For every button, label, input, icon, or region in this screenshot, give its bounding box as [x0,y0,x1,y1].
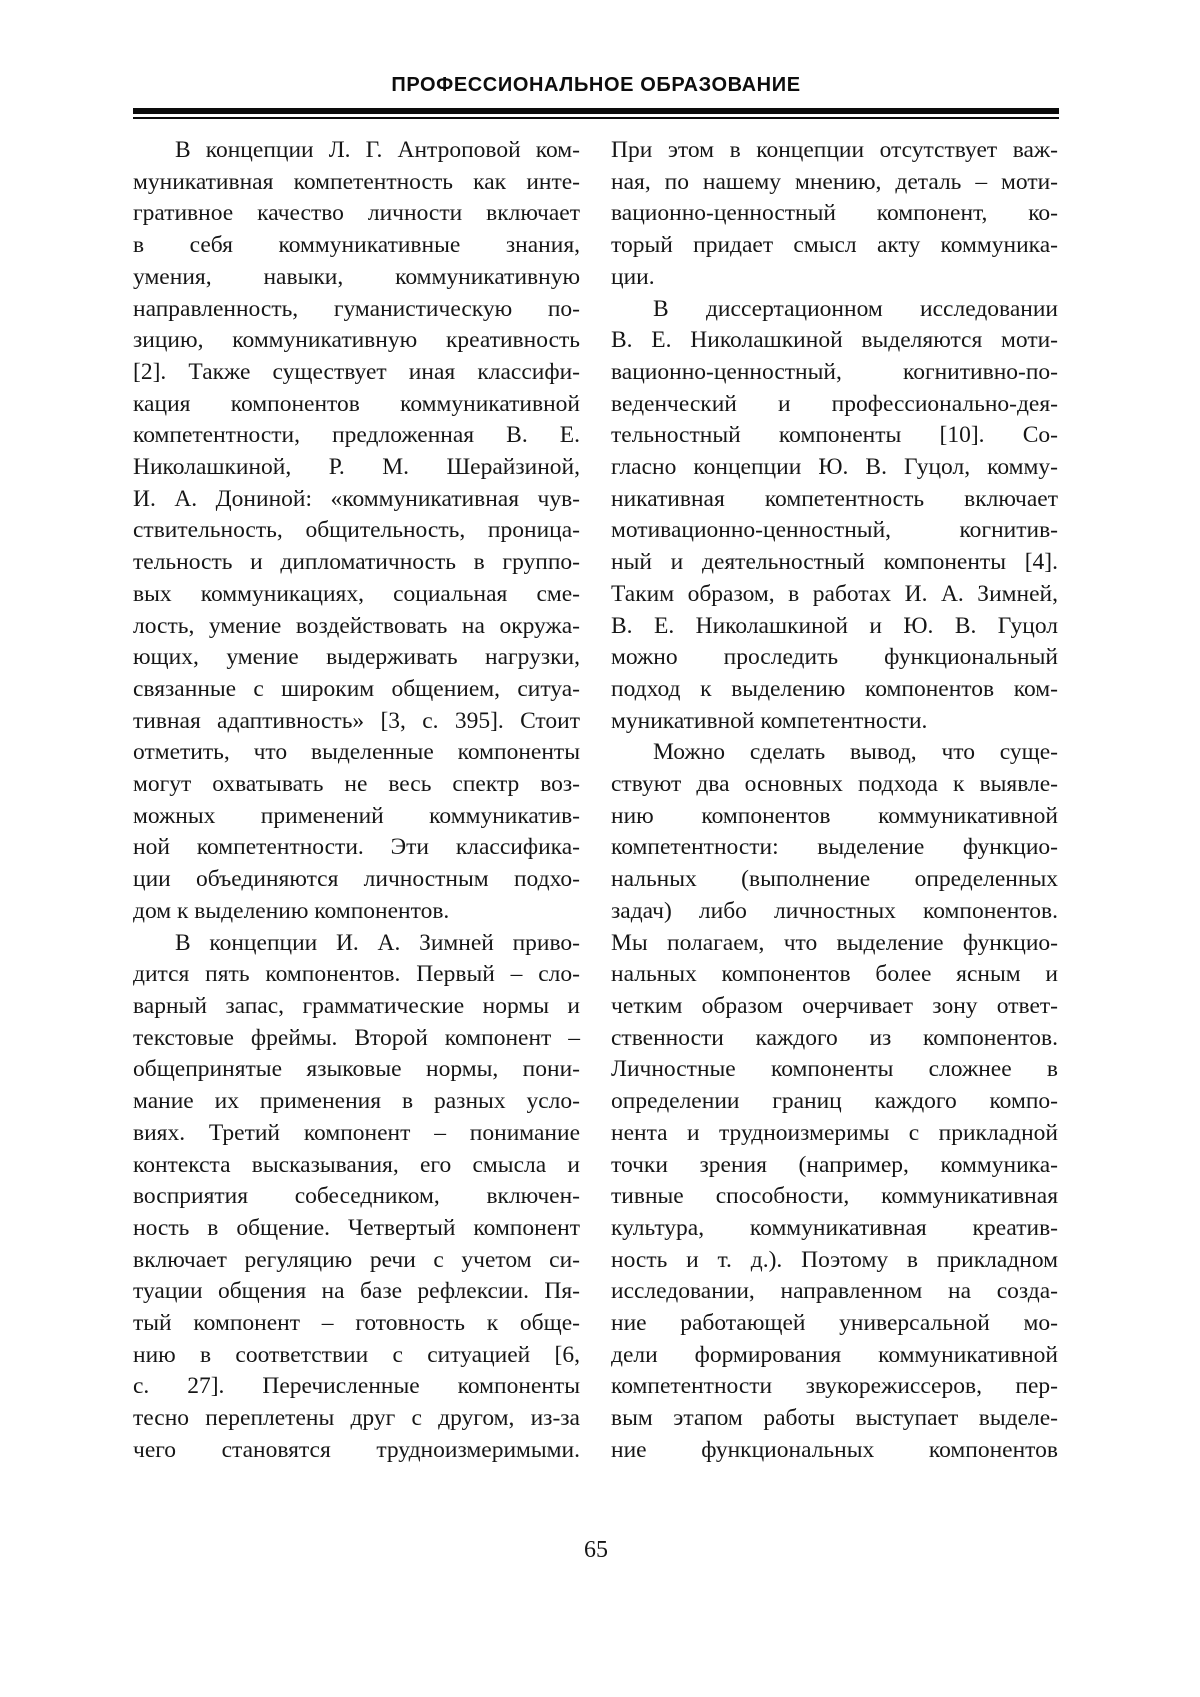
text-line: тый компонент – готовность к обще- [133,1310,580,1337]
text-line: подход к выделению компонентов ком- [611,675,1058,702]
text-line: точки зрения (например, коммуника- [611,1151,1058,1178]
text-line: ции. [611,263,655,290]
text-line: в себя коммуникативные знания, [133,232,580,259]
text-line: направленность, гуманистическую по- [133,295,580,322]
text-line: Можно сделать вывод, что суще- [653,739,1058,766]
text-line: муникативная компетентность как инте- [133,168,580,195]
text-line: нию компонентов коммуникативной [611,802,1058,829]
text-line: задач) либо личностных компонентов. [611,897,1058,924]
text-line: текстовые фреймы. Второй компонент – [133,1024,580,1051]
text-line: определении границ каждого компо- [611,1088,1058,1115]
text-line: нальных компонентов более ясным и [611,961,1058,988]
text-line: мотивационно-ценностный, когнитив- [611,517,1058,544]
text-line: мание их применения в разных усло- [133,1088,580,1115]
text-line: ной компетентности. Эти классифика- [133,834,580,861]
text-line: ствуют два основных подхода к выявле- [611,771,1058,798]
text-line: нента и трудноизмеримы с прикладной [611,1119,1058,1146]
text-line: компетентности звукорежиссеров, пер- [611,1373,1058,1400]
text-line: вым этапом работы выступает выделе- [611,1405,1058,1432]
text-line: никативная компетентность включает [611,485,1058,512]
header-rule-divider [133,108,1059,119]
text-line: отметить, что выделенные компоненты [133,739,580,766]
text-line: нальных (выполнение определенных [611,866,1058,893]
section-header: ПРОФЕССИОНАЛЬНОЕ ОБРАЗОВАНИЕ [391,74,801,96]
text-line: гративное качество личности включает [133,200,580,227]
text-columns [133,135,1059,1467]
text-line: исследовании, направленном на созда- [611,1278,1058,1305]
text-line: связанные с широким общением, ситуа- [133,675,580,702]
text-line: лость, умение воздействовать на окружа- [133,612,580,639]
text-line: гласно концепции Ю. В. Гуцол, комму- [611,454,1058,481]
text-line: ственности каждого из компонентов. [611,1024,1058,1051]
text-line: компетентности, предложенная В. Е. [133,422,580,449]
text-line: кация компонентов коммуникативной [133,390,580,417]
text-line: В концепции И. А. Зимней приво- [175,929,580,956]
text-line: виях. Третий компонент – понимание [133,1119,580,1146]
text-line: вационно-ценностный, когнитивно-по- [611,358,1058,385]
text-line: муникативной компетентности. [611,707,928,734]
text-line: контекста высказывания, его смысла и [133,1151,580,1178]
text-line: ность и т. д.). Поэтому в прикладном [611,1246,1058,1273]
text-line: тельность и дипломатичность в группо- [133,549,580,576]
text-line: торый придает смысл акту коммуника- [611,232,1058,259]
text-line: вых коммуникациях, социальная сме- [133,580,580,607]
text-line: тесно переплетены друг с другом, из-за [133,1405,580,1432]
text-line: могут охватывать не весь спектр воз- [133,771,580,798]
text-line: Таким образом, в работах И. А. Зимней, [611,580,1058,607]
column-left [133,135,580,1467]
text-line: тивные способности, коммуникативная [611,1183,1058,1210]
text-line: ная, по нашему мнению, деталь – моти- [611,168,1058,195]
text-line: умения, навыки, коммуникативную [133,263,580,290]
text-line: ность в общение. Четвертый компонент [133,1214,580,1241]
text-line: общепринятые языковые нормы, пони- [133,1056,580,1083]
page-number: 65 [584,1537,608,1563]
text-line: В. Е. Николашкиной и Ю. В. Гуцол [611,612,1058,639]
text-line: И. А. Дониной: «коммуникативная чув- [133,485,580,512]
text-line: дится пять компонентов. Первый – сло- [133,961,580,988]
text-line: ции объединяются личностным подхо- [133,866,580,893]
text-line: дели формирования коммуникативной [611,1341,1058,1368]
text-line: ние работающей универсальной мо- [611,1310,1058,1337]
text-line: нию в соответствии с ситуацией [6, [133,1341,580,1368]
text-line: тивная адаптивность» [3, с. 395]. Стоит [133,707,580,734]
text-line: четким образом очерчивает зону ответ- [611,992,1058,1019]
text-line: В. Е. Николашкиной выделяются моти- [611,327,1058,354]
text-line: ный и деятельностный компоненты [4]. [611,549,1058,576]
text-line: компетентности: выделение функцио- [611,834,1058,861]
text-line: дом к выделению компонентов. [133,897,450,924]
text-line: зицию, коммуникативную креативность [133,327,580,354]
text-line: В диссертационном исследовании [653,295,1058,322]
text-line: вационно-ценностный компонент, ко- [611,200,1058,227]
text-line: Мы полагаем, что выделение функцио- [611,929,1058,956]
page [133,0,1059,1467]
text-line: При этом в концепции отсутствует важ- [611,137,1058,163]
text-line: ние функциональных компонентов [611,1436,1058,1463]
text-line: веденческий и профессионально-дея- [611,390,1058,417]
text-line: [2]. Также существует иная классифи- [133,358,580,385]
text-line: восприятия собеседником, включен- [133,1183,580,1210]
text-line: В концепции Л. Г. Антроповой ком- [175,137,580,163]
text-line: чего становятся трудноизмеримыми. [133,1436,580,1463]
text-line: включает регуляцию речи с учетом си- [133,1246,580,1273]
text-line: можных применений коммуникатив- [133,802,580,829]
text-line: можно проследить функциональный [611,644,1058,671]
text-line: туации общения на базе рефлексии. Пя- [133,1278,580,1305]
text-line: Личностные компоненты сложнее в [611,1056,1058,1083]
text-line: тельностный компоненты [10]. Со- [611,422,1058,449]
text-line: варный запас, грамматические нормы и [133,992,580,1019]
column-right [611,135,1058,1467]
text-line: Николашкиной, Р. М. Шерайзиной, [133,454,580,481]
text-line: культура, коммуникативная креатив- [611,1214,1058,1241]
text-line: с. 27]. Перечисленные компоненты [133,1373,580,1400]
text-line: ствительность, общительность, проница- [133,517,580,544]
text-line: ющих, умение выдерживать нагрузки, [133,644,580,671]
